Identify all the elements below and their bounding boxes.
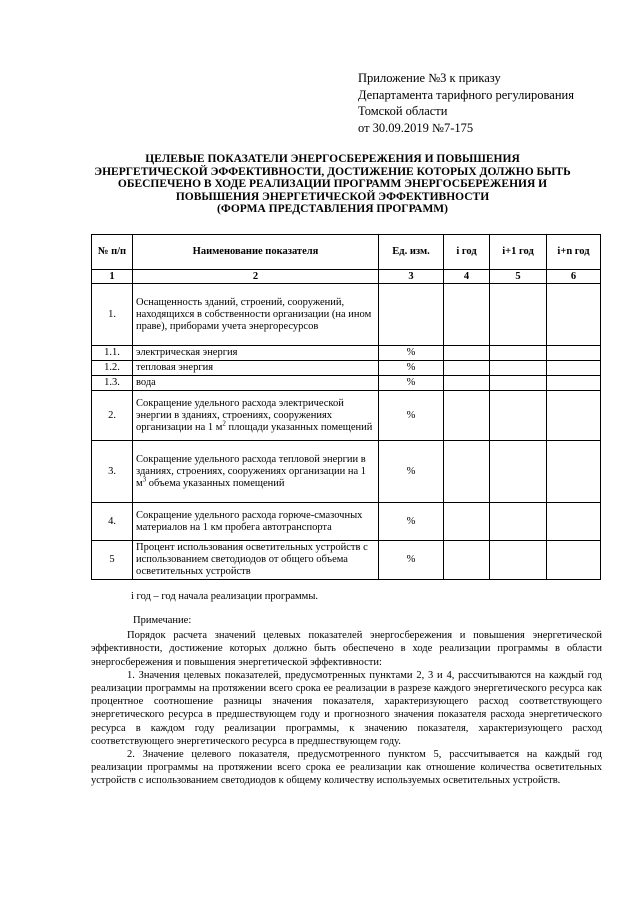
approval-line: Департамента тарифного регулирования <box>358 87 574 102</box>
column-number: 2 <box>133 270 379 284</box>
value-year-i1 <box>490 376 547 391</box>
notes-paragraph: 2. Значение целевого показателя, предусмотренного пунктом 5, рассчитывается на каждый год реализации программы на протяжении всего срока ее реализации как отношение количества осветительных устройств с использованием светодиодов к общему количеству используемых осветительных устройств. <box>91 749 602 787</box>
value-year-in <box>547 541 601 580</box>
column-number-row <box>92 270 601 284</box>
document-title <box>80 153 585 216</box>
indicator-name: Процент использования осветительных устройств с использованием светодиодов от общего объема осветительных устройств <box>133 541 379 580</box>
row-number: 1.2. <box>92 361 133 376</box>
footnote: i год – год начала реализации программы. <box>131 591 319 602</box>
table-row <box>92 284 601 346</box>
value-year-in <box>547 391 601 441</box>
notes-title: Примечание: <box>133 615 192 626</box>
value-year-in <box>547 361 601 376</box>
row-number: 3. <box>92 441 133 503</box>
column-number: 6 <box>547 270 601 284</box>
value-year-i <box>444 391 490 441</box>
value-year-i <box>444 284 490 346</box>
table-row <box>92 376 601 391</box>
table-row <box>92 541 601 580</box>
value-year-i <box>444 541 490 580</box>
indicator-name: тепловая энергия <box>133 361 379 376</box>
row-number: 5 <box>92 541 133 580</box>
header-indicator-name: Наименование показателя <box>133 235 379 270</box>
table-row <box>92 346 601 361</box>
value-year-i <box>444 376 490 391</box>
indicator-unit: % <box>379 503 444 541</box>
title-line: ПОВЫШЕНИЯ ЭНЕРГЕТИЧЕСКОЙ ЭФФЕКТИВНОСТИ <box>175 190 490 203</box>
table-row <box>92 503 601 541</box>
value-year-i <box>444 361 490 376</box>
indicator-name: Сокращение удельного расхода горюче-смазочных материалов на 1 км пробега автотранспорта <box>133 503 379 541</box>
notes-paragraph: Порядок расчета значений целевых показателей энергосбережения и повышения энергетической эффективности, достижение которых должно быть обеспечено в ходе реализации программы в области энергосбережения и повышения энергетической эффективности: <box>91 630 602 668</box>
column-number: 3 <box>379 270 444 284</box>
table-row <box>92 441 601 503</box>
title-line: (ФОРМА ПРЕДСТАВЛЕНИЯ ПРОГРАММ) <box>217 203 448 216</box>
title-line: ЦЕЛЕВЫЕ ПОКАЗАТЕЛИ ЭНЕРГОСБЕРЕЖЕНИЯ И ПОВЫШЕНИЯ <box>145 153 520 165</box>
title-line: ЭНЕРГЕТИЧЕСКОЙ ЭФФЕКТИВНОСТИ, ДОСТИЖЕНИЕ КОТОРЫХ ДОЛЖНО БЫТЬ <box>94 165 571 178</box>
column-number: 5 <box>490 270 547 284</box>
table-row <box>92 361 601 376</box>
indicator-name: Сокращение удельного расхода тепловой энергии в зданиях, строениях, сооружениях организации на 1 $м^3$ объема указанных помещений <box>133 441 379 503</box>
indicator-name: электрическая энергия <box>133 346 379 361</box>
indicator-name: Оснащенность зданий, строений, сооружений, находящихся в собственности организации (на ином праве), приборами учета энергоресурсов <box>133 284 379 346</box>
row-number: 1.3. <box>92 376 133 391</box>
header-year-in: i+n год <box>547 235 601 270</box>
value-year-in <box>547 441 601 503</box>
value-year-i <box>444 503 490 541</box>
header-number: № п/п <box>92 235 133 270</box>
header-unit: Ед. изм. <box>379 235 444 270</box>
value-year-i1 <box>490 441 547 503</box>
value-year-i1 <box>490 361 547 376</box>
indicator-unit: % <box>379 391 444 441</box>
value-year-i1 <box>490 503 547 541</box>
value-year-i1 <box>490 391 547 441</box>
column-number: 4 <box>444 270 490 284</box>
value-year-in <box>547 284 601 346</box>
target-indicators-table <box>91 234 601 580</box>
indicator-name: Сокращение удельного расхода электрической энергии в зданиях, строениях, сооружениях организации на 1 $м^2$ площади указанных помещений <box>133 391 379 441</box>
indicator-unit: % <box>379 441 444 503</box>
value-year-in <box>547 376 601 391</box>
title-line: ОБЕСПЕЧЕНО В ХОДЕ РЕАЛИЗАЦИИ ПРОГРАММ ЭНЕРГОСБЕРЕЖЕНИЯ И <box>117 178 548 191</box>
notes-paragraph: 1. Значения целевых показателей, предусмотренных пунктами 2, 3 и 4, рассчитываются на каждый год реализации программы на протяжении всего срока ее реализации в разрезе каждого энергетического ресурса как процентное соотношение разницы значения показателя, характеризующего расход соответствующего энергетического ресурса в предшествующем году и прогнозного значения показателя расхода энергетического ресурса в каждом году реализации программы, к значению показателя, характеризующего расход соответствующего энергетического ресурса в предшествующем году. <box>91 669 602 747</box>
value-year-i1 <box>490 346 547 361</box>
indicator-unit: % <box>379 361 444 376</box>
header-year-i: i год <box>444 235 490 270</box>
value-year-in <box>547 503 601 541</box>
column-number: 1 <box>92 270 133 284</box>
header-year-i1: i+1 год <box>490 235 547 270</box>
approval-block <box>358 70 628 136</box>
table-header-row <box>92 235 601 270</box>
row-number: 4. <box>92 503 133 541</box>
approval-line: Приложение №3 к приказу <box>358 71 501 85</box>
value-year-i1 <box>490 284 547 346</box>
indicator-unit: % <box>379 541 444 580</box>
indicator-unit: % <box>379 376 444 391</box>
row-number: 1. <box>92 284 133 346</box>
table-row <box>92 391 601 441</box>
value-year-i <box>444 346 490 361</box>
row-number: 2. <box>92 391 133 441</box>
notes-section <box>91 614 602 788</box>
approval-line: Томской области <box>358 104 448 118</box>
value-year-i1 <box>490 541 547 580</box>
row-number: 1.1. <box>92 346 133 361</box>
value-year-in <box>547 346 601 361</box>
indicator-name: вода <box>133 376 379 391</box>
indicator-unit: % <box>379 346 444 361</box>
indicator-unit <box>379 284 444 346</box>
value-year-i <box>444 441 490 503</box>
approval-line: от 30.09.2019 №7-175 <box>358 120 474 135</box>
